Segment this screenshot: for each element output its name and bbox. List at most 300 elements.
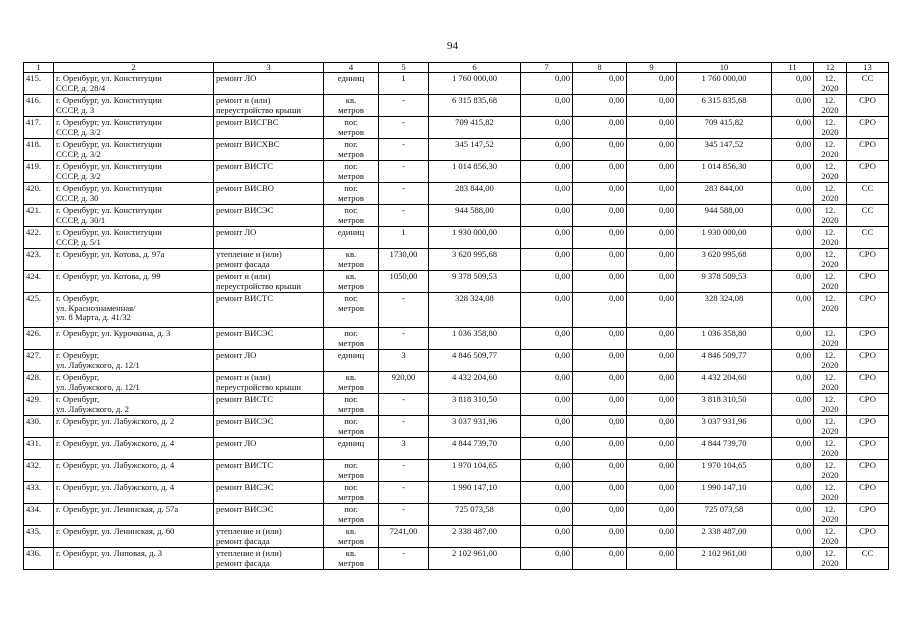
total-cost-cell: 1 930 000,00 [429, 227, 521, 249]
deadline-cell-line: 12. [824, 460, 836, 470]
unit-cell-line: метров [338, 557, 364, 568]
value-cell-7: 0,00 [521, 328, 573, 350]
unit-cell [324, 548, 379, 570]
deadline-cell-line: 12. [824, 117, 836, 127]
value-cell-11: 0,00 [772, 161, 814, 183]
value-cell-8: 0,00 [573, 350, 627, 372]
value-cell-8: 0,00 [573, 438, 627, 460]
unit-cell-line: кв. [345, 372, 357, 382]
value-cell-11: 0,00 [772, 350, 814, 372]
value-cell-8: 0,00 [573, 271, 627, 293]
work-type-cell [214, 526, 324, 548]
unit-cell-line: кв. [345, 271, 357, 281]
unit-cell-line: пог. [344, 293, 358, 303]
value-cell-8: 0,00 [573, 183, 627, 205]
unit-cell-line: пог. [344, 460, 358, 470]
work-type-cell-line: ремонт фасада [216, 535, 270, 546]
address-cell-line: СССР, д. 28/4 [56, 82, 106, 93]
address-cell [54, 350, 214, 372]
quantity-cell: - [379, 95, 429, 117]
value-cell-10: 944 588,00 [677, 205, 772, 227]
address-cell [54, 95, 214, 117]
value-cell-8: 0,00 [573, 460, 627, 482]
address-cell [54, 139, 214, 161]
address-cell [54, 328, 214, 350]
value-cell-9: 0,00 [627, 205, 677, 227]
deadline-cell [814, 350, 847, 372]
value-cell-9: 0,00 [627, 73, 677, 95]
work-type-cell-line: переустройство крыши [216, 381, 301, 392]
contractor-type-cell: СРО [847, 117, 889, 139]
table-row [24, 73, 889, 95]
value-cell-11: 0,00 [772, 416, 814, 438]
contractor-type-cell: СРО [847, 372, 889, 394]
address-cell-line: г. Оренбург, ул. Липовая, д. 3 [56, 548, 163, 558]
total-cost-cell: 283 844,00 [429, 183, 521, 205]
address-cell-line: г. Оренбург, ул. Конституции [56, 95, 162, 105]
work-type-cell [214, 328, 324, 350]
address-cell-line: г. Оренбург, ул. Конституции [56, 139, 162, 149]
contractor-type-cell: СРО [847, 460, 889, 482]
deadline-cell-line: 2020 [821, 236, 839, 247]
value-cell-7: 0,00 [521, 438, 573, 460]
value-cell-8: 0,00 [573, 328, 627, 350]
work-type-cell-line: переустройство крыши [216, 104, 301, 115]
value-cell-7: 0,00 [521, 139, 573, 161]
work-type-cell [214, 548, 324, 570]
deadline-cell-line: 2020 [821, 491, 839, 502]
total-cost-cell: 3 037 931,96 [429, 416, 521, 438]
work-type-cell-line: ремонт ВИСТС [216, 460, 274, 470]
column-number-8: 8 [573, 63, 627, 73]
deadline-cell-line: 2020 [821, 513, 839, 524]
value-cell-7: 0,00 [521, 73, 573, 95]
value-cell-11: 0,00 [772, 73, 814, 95]
deadline-cell [814, 117, 847, 139]
value-cell-11: 0,00 [772, 372, 814, 394]
work-type-cell-line: ремонт ВИСЭС [216, 504, 274, 514]
address-cell-line: г. Оренбург, [56, 372, 100, 382]
deadline-cell-line: 2020 [821, 148, 839, 159]
quantity-cell: - [379, 460, 429, 482]
address-cell-line: СССР, д. 3/2 [56, 170, 101, 181]
address-cell-line: г. Оренбург, ул. Конституции [56, 227, 162, 237]
deadline-cell-line: 12. [824, 271, 836, 281]
work-type-cell-line: ремонт ВИСЭС [216, 328, 274, 338]
address-cell [54, 249, 214, 271]
work-type-cell-line: утепление и (или) [216, 548, 282, 558]
deadline-cell-line: 2020 [821, 280, 839, 291]
deadline-cell-line: 2020 [821, 192, 839, 203]
value-cell-11: 0,00 [772, 526, 814, 548]
value-cell-9: 0,00 [627, 350, 677, 372]
unit-cell-line: метров [338, 302, 364, 313]
row-number: 436. [24, 548, 54, 570]
deadline-cell [814, 328, 847, 350]
value-cell-11: 0,00 [772, 271, 814, 293]
work-type-cell-line: ремонт ВИСТС [216, 161, 274, 171]
quantity-cell: 7241,00 [379, 526, 429, 548]
contractor-type-cell: СС [847, 183, 889, 205]
column-number-3: 3 [214, 63, 324, 73]
address-cell [54, 548, 214, 570]
row-number: 426. [24, 328, 54, 350]
value-cell-11: 0,00 [772, 460, 814, 482]
work-type-cell-line: ремонт и (или) [216, 95, 271, 105]
contractor-type-cell: СРО [847, 438, 889, 460]
table-row [24, 161, 889, 183]
quantity-cell: - [379, 205, 429, 227]
work-type-cell-line: ремонт ЛО [216, 73, 257, 83]
contractor-type-cell: СРО [847, 139, 889, 161]
deadline-cell-line: 12. [824, 161, 836, 171]
row-number: 421. [24, 205, 54, 227]
unit-cell [324, 350, 379, 372]
value-cell-8: 0,00 [573, 394, 627, 416]
unit-cell-line: пог. [344, 416, 358, 426]
work-type-cell [214, 73, 324, 95]
quantity-cell: - [379, 293, 429, 328]
unit-cell-line: пог. [344, 394, 358, 404]
value-cell-7: 0,00 [521, 460, 573, 482]
unit-cell [324, 271, 379, 293]
value-cell-11: 0,00 [772, 504, 814, 526]
quantity-cell: 1050,00 [379, 271, 429, 293]
value-cell-10: 725 073,58 [677, 504, 772, 526]
row-number: 425. [24, 293, 54, 328]
work-type-cell-line: ремонт фасада [216, 258, 270, 269]
value-cell-7: 0,00 [521, 95, 573, 117]
address-cell-line: г. Оренбург, ул. Курочкина, д. 3 [56, 328, 171, 338]
unit-cell-line: единиц [337, 73, 365, 83]
deadline-cell-line: 2020 [821, 403, 839, 414]
value-cell-8: 0,00 [573, 293, 627, 328]
column-number-12: 12 [814, 63, 847, 73]
quantity-cell: - [379, 328, 429, 350]
unit-cell [324, 205, 379, 227]
work-type-cell [214, 139, 324, 161]
deadline-cell [814, 73, 847, 95]
quantity-cell: - [379, 482, 429, 504]
deadline-cell-line: 12. [824, 504, 836, 514]
unit-cell [324, 482, 379, 504]
work-type-cell [214, 205, 324, 227]
address-cell [54, 227, 214, 249]
quantity-cell: 1 [379, 227, 429, 249]
table-row [24, 394, 889, 416]
address-cell-line: СССР, д. 3/2 [56, 148, 101, 159]
value-cell-11: 0,00 [772, 394, 814, 416]
total-cost-cell: 9 378 509,53 [429, 271, 521, 293]
value-cell-10: 6 315 835,68 [677, 95, 772, 117]
value-cell-11: 0,00 [772, 438, 814, 460]
column-number-6: 6 [429, 63, 521, 73]
work-type-cell [214, 416, 324, 438]
value-cell-8: 0,00 [573, 504, 627, 526]
contractor-type-cell: СРО [847, 95, 889, 117]
unit-cell [324, 249, 379, 271]
work-type-cell [214, 460, 324, 482]
deadline-cell-line: 12. [824, 293, 836, 303]
work-type-cell [214, 161, 324, 183]
deadline-cell-line: 2020 [821, 469, 839, 480]
unit-cell-line: пог. [344, 183, 358, 193]
value-cell-9: 0,00 [627, 161, 677, 183]
deadline-cell [814, 95, 847, 117]
unit-cell [324, 416, 379, 438]
value-cell-10: 4 846 509,77 [677, 350, 772, 372]
work-type-cell [214, 227, 324, 249]
unit-cell-line: пог. [344, 161, 358, 171]
deadline-cell [814, 482, 847, 504]
unit-cell [324, 139, 379, 161]
value-cell-9: 0,00 [627, 249, 677, 271]
total-cost-cell: 1 036 358,80 [429, 328, 521, 350]
value-cell-11: 0,00 [772, 117, 814, 139]
deadline-cell-line: 2020 [821, 126, 839, 137]
row-number: 434. [24, 504, 54, 526]
deadline-cell-line: 2020 [821, 337, 839, 348]
address-cell-line: г. Оренбург, ул. Лабужского, д. 4 [56, 482, 175, 492]
unit-cell [324, 73, 379, 95]
value-cell-10: 3 037 931,96 [677, 416, 772, 438]
value-cell-9: 0,00 [627, 117, 677, 139]
value-cell-7: 0,00 [521, 117, 573, 139]
value-cell-8: 0,00 [573, 73, 627, 95]
deadline-cell [814, 394, 847, 416]
row-number: 433. [24, 482, 54, 504]
row-number: 418. [24, 139, 54, 161]
deadline-cell [814, 205, 847, 227]
address-cell [54, 460, 214, 482]
deadline-cell-line: 2020 [821, 557, 839, 568]
value-cell-8: 0,00 [573, 526, 627, 548]
address-cell-line: ул. Краснознаменная/ [56, 302, 136, 313]
unit-cell [324, 460, 379, 482]
unit-cell-line: пог. [344, 139, 358, 149]
value-cell-7: 0,00 [521, 271, 573, 293]
work-type-cell-line: утепление и (или) [216, 249, 282, 259]
address-cell [54, 205, 214, 227]
address-cell [54, 183, 214, 205]
quantity-cell: 920,00 [379, 372, 429, 394]
value-cell-8: 0,00 [573, 161, 627, 183]
address-cell-line: г. Оренбург, ул. Котова, д. 97а [56, 249, 165, 259]
table-row [24, 205, 889, 227]
work-type-cell-line: ремонт ВИСВО [216, 183, 274, 193]
value-cell-10: 4 432 204,60 [677, 372, 772, 394]
work-type-cell-line: ремонт ВИСГВС [216, 117, 279, 127]
page-number: 94 [447, 40, 458, 52]
value-cell-11: 0,00 [772, 293, 814, 328]
unit-cell-line: метров [338, 258, 364, 269]
address-cell [54, 293, 214, 328]
deadline-cell-line: 2020 [821, 425, 839, 436]
table-row [24, 271, 889, 293]
work-type-cell [214, 350, 324, 372]
quantity-cell: - [379, 183, 429, 205]
deadline-cell-line: 2020 [821, 535, 839, 546]
value-cell-11: 0,00 [772, 95, 814, 117]
deadline-cell [814, 438, 847, 460]
quantity-cell: - [379, 139, 429, 161]
value-cell-8: 0,00 [573, 482, 627, 504]
value-cell-7: 0,00 [521, 526, 573, 548]
address-cell-line: СССР, д. 30/1 [56, 214, 106, 225]
unit-cell [324, 183, 379, 205]
quantity-cell: - [379, 117, 429, 139]
row-number: 435. [24, 526, 54, 548]
work-type-cell [214, 438, 324, 460]
unit-cell-line: метров [338, 535, 364, 546]
value-cell-7: 0,00 [521, 372, 573, 394]
value-cell-11: 0,00 [772, 139, 814, 161]
value-cell-9: 0,00 [627, 271, 677, 293]
value-cell-8: 0,00 [573, 249, 627, 271]
address-cell-line: СССР, д. 30 [56, 192, 99, 203]
value-cell-11: 0,00 [772, 548, 814, 570]
contractor-type-cell: СС [847, 548, 889, 570]
table-row [24, 526, 889, 548]
table-row [24, 372, 889, 394]
value-cell-11: 0,00 [772, 205, 814, 227]
deadline-cell-line: 12. [824, 482, 836, 492]
address-cell-line: г. Оренбург, [56, 394, 100, 404]
work-type-cell-line: ремонт и (или) [216, 271, 271, 281]
value-cell-10: 9 378 509,53 [677, 271, 772, 293]
value-cell-10: 709 415,82 [677, 117, 772, 139]
total-cost-cell: 725 073,58 [429, 504, 521, 526]
quantity-cell: - [379, 416, 429, 438]
address-cell-line: ул. 8 Марта, д. 41/32 [56, 312, 131, 323]
deadline-cell [814, 271, 847, 293]
deadline-cell-line: 2020 [821, 381, 839, 392]
value-cell-9: 0,00 [627, 548, 677, 570]
value-cell-9: 0,00 [627, 438, 677, 460]
column-number-11: 11 [772, 63, 814, 73]
work-type-cell [214, 95, 324, 117]
quantity-cell: 3 [379, 438, 429, 460]
contractor-type-cell: СРО [847, 271, 889, 293]
work-type-cell-line: ремонт ВИСТС [216, 394, 274, 404]
value-cell-8: 0,00 [573, 117, 627, 139]
value-cell-10: 3 620 995,68 [677, 249, 772, 271]
value-cell-9: 0,00 [627, 372, 677, 394]
total-cost-cell: 6 315 835,68 [429, 95, 521, 117]
quantity-cell: - [379, 394, 429, 416]
value-cell-7: 0,00 [521, 416, 573, 438]
contractor-type-cell: СРО [847, 350, 889, 372]
deadline-cell-line: 2020 [821, 170, 839, 181]
value-cell-7: 0,00 [521, 293, 573, 328]
deadline-cell-line: 12. [824, 372, 836, 382]
column-number-9: 9 [627, 63, 677, 73]
contractor-type-cell: СРО [847, 161, 889, 183]
unit-cell [324, 394, 379, 416]
table-body [24, 63, 889, 570]
total-cost-cell: 4 432 204,60 [429, 372, 521, 394]
value-cell-10: 1 990 147,10 [677, 482, 772, 504]
value-cell-11: 0,00 [772, 183, 814, 205]
deadline-cell [814, 460, 847, 482]
unit-cell-line: единиц [337, 350, 365, 360]
table-row [24, 117, 889, 139]
value-cell-9: 0,00 [627, 504, 677, 526]
row-number: 427. [24, 350, 54, 372]
address-cell [54, 416, 214, 438]
deadline-cell-line: 12. [824, 328, 836, 338]
work-type-cell-line: ремонт ВИСЭС [216, 482, 274, 492]
total-cost-cell: 4 844 739,70 [429, 438, 521, 460]
unit-cell-line: метров [338, 148, 364, 159]
work-type-cell-line: ремонт ВИСЭС [216, 416, 274, 426]
unit-cell-line: метров [338, 214, 364, 225]
deadline-cell-line: 12. [824, 249, 836, 259]
address-cell [54, 438, 214, 460]
deadline-cell-line: 2020 [821, 359, 839, 370]
address-cell-line: г. Оренбург, ул. Конституции [56, 205, 162, 215]
unit-cell-line: метров [338, 280, 364, 291]
contractor-type-cell: СС [847, 227, 889, 249]
table-row [24, 438, 889, 460]
unit-cell-line: метров [338, 513, 364, 524]
value-cell-7: 0,00 [521, 205, 573, 227]
total-cost-cell: 1 760 000,00 [429, 73, 521, 95]
address-cell-line: г. Оренбург, ул. Котова, д. 99 [56, 271, 161, 281]
column-number-5: 5 [379, 63, 429, 73]
value-cell-11: 0,00 [772, 328, 814, 350]
value-cell-9: 0,00 [627, 394, 677, 416]
work-type-cell-line: ремонт фасада [216, 557, 270, 568]
total-cost-cell: 944 588,00 [429, 205, 521, 227]
deadline-cell-line: 12. [824, 139, 836, 149]
deadline-cell [814, 548, 847, 570]
unit-cell [324, 526, 379, 548]
table-row [24, 249, 889, 271]
address-cell-line: г. Оренбург, ул. Лабужского, д. 4 [56, 438, 175, 448]
address-cell [54, 526, 214, 548]
capital-repair-table [23, 62, 889, 570]
value-cell-10: 345 147,52 [677, 139, 772, 161]
contractor-type-cell: СРО [847, 416, 889, 438]
work-type-cell-line: ремонт ЛО [216, 438, 257, 448]
deadline-cell-line: 12. [824, 73, 836, 83]
quantity-cell: 1730,00 [379, 249, 429, 271]
value-cell-8: 0,00 [573, 139, 627, 161]
value-cell-10: 1 036 358,80 [677, 328, 772, 350]
address-cell-line: СССР, д. 5/1 [56, 236, 101, 247]
row-number: 415. [24, 73, 54, 95]
column-number-2: 2 [54, 63, 214, 73]
value-cell-9: 0,00 [627, 328, 677, 350]
value-cell-9: 0,00 [627, 526, 677, 548]
unit-cell-line: метров [338, 469, 364, 480]
deadline-cell-line: 12. [824, 416, 836, 426]
value-cell-10: 1 760 000,00 [677, 73, 772, 95]
unit-cell-line: кв. [345, 249, 357, 259]
work-type-cell [214, 183, 324, 205]
row-number: 419. [24, 161, 54, 183]
unit-cell-line: единиц [337, 438, 365, 448]
value-cell-9: 0,00 [627, 139, 677, 161]
column-number-10: 10 [677, 63, 772, 73]
total-cost-cell: 2 338 487,00 [429, 526, 521, 548]
contractor-type-cell: СРО [847, 482, 889, 504]
row-number: 420. [24, 183, 54, 205]
deadline-cell-line: 12. [824, 394, 836, 404]
table-row [24, 183, 889, 205]
total-cost-cell: 3 818 310,50 [429, 394, 521, 416]
